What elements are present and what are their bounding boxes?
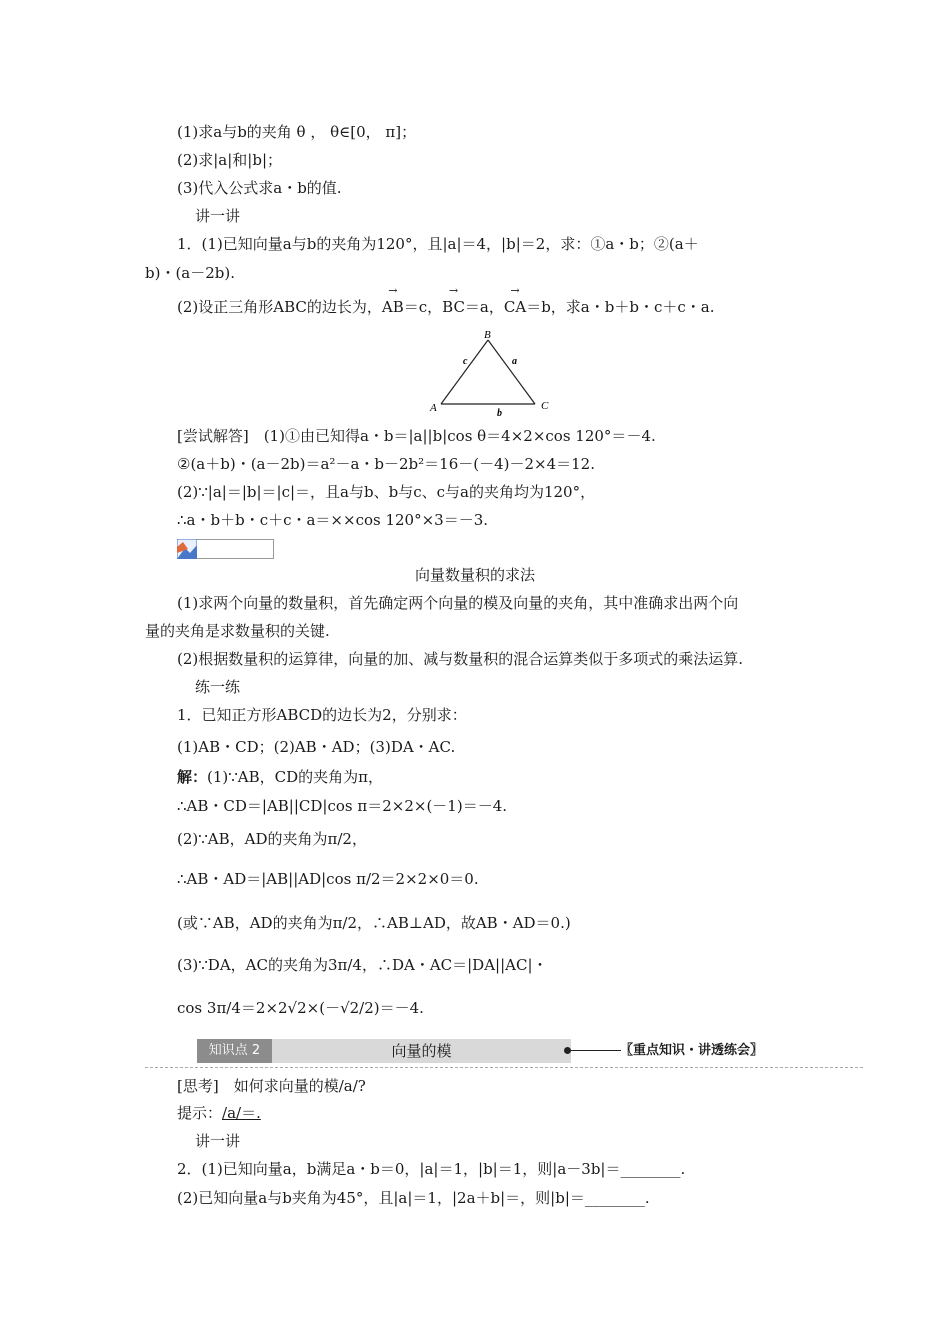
bullet-dot — [564, 1047, 571, 1054]
step-1: (1)求a与b的夹角 θ ， θ∈[0， π]； — [177, 123, 417, 141]
method-title: 向量数量积的求法 — [414, 566, 535, 584]
jie-label: 解： — [177, 768, 208, 786]
exercise-1-r4: ∴AB・AD＝|AB||AD|cos π/2＝2×2×0＝0. — [177, 870, 479, 888]
section-label-jiang: 讲一讲 — [195, 207, 241, 225]
knowledge-slogan: 〖重点知识・讲透练会〗 — [620, 1043, 764, 1058]
exercise-1-r7: cos 3π/4＝2×2√2×(－√2/2)＝－4. — [177, 999, 424, 1017]
question-1-line-2: b)・(a－2b). — [145, 264, 236, 282]
method-p2: (2)根据数量积的运算律，向量的加、减与数量积的混合运算类似于多项式的乘法运算. — [177, 650, 744, 668]
connector-line — [571, 1050, 621, 1051]
vertex-c-label: C — [541, 400, 549, 412]
triangle-figure — [425, 328, 555, 418]
step-3: (3)代入公式求a・b的值. — [177, 179, 342, 197]
image-icon — [177, 539, 197, 559]
method-p1-a: (1)求两个向量的数量积，首先确定两个向量的模及向量的夹角，其中准确求出两个向 — [177, 594, 739, 612]
exercise-1-r6: (3)∵DA，AC的夹角为3π/4，∴DA・AC＝|DA||AC|・ — [177, 956, 548, 974]
hint-line: 提示：/a/＝. — [177, 1104, 261, 1122]
knowledge-tag: 知识点 2 — [197, 1039, 272, 1063]
section-label-lian: 练一练 — [195, 678, 241, 696]
knowledge-title: 向量的模 — [391, 1042, 452, 1060]
solution-1-line-2: ②(a＋b)・(a－2b)＝a²－a・b－2b²＝16－(－4)－2×4＝12. — [177, 455, 595, 473]
knowledge-bar — [197, 1039, 571, 1063]
exercise-1-r2: ∴AB・CD＝|AB||CD|cos π＝2×2×(－1)＝－4. — [177, 797, 508, 815]
think-question: [思考] 如何求向量的模/a/? — [177, 1077, 366, 1095]
exercise-1-parts: (1)AB・CD；(2)AB・AD；(3)DA・AC. — [177, 738, 456, 756]
exercise-1-r5: (或∵AB，AD的夹角为π/2，∴AB⊥AD，故AB・AD＝0.) — [177, 914, 571, 932]
exercise-1-r1: 解：(1)∵AB，CD的夹角为π， — [177, 768, 384, 786]
question-1-line-1: 1．(1)已知向量a与b的夹角为120°，且|a|＝4，|b|＝2，求：①a・b；②(a＋ — [177, 235, 699, 253]
vertex-a-label: A — [430, 402, 437, 414]
side-c-label: c — [463, 356, 468, 367]
side-b-label: b — [497, 408, 502, 418]
exercise-1-question: 1．已知正方形ABCD的边长为2，分别求： — [177, 706, 467, 724]
question-2-line-2: (2)已知向量a与b夹角为45°，且|a|＝1，|2a＋b|＝，则|b|＝________. — [177, 1189, 650, 1207]
dashed-divider — [145, 1067, 863, 1068]
exercise-1-r3: (2)∵AB，AD的夹角为π/2， — [177, 830, 367, 848]
step-2: (2)求|a|和|b|； — [177, 151, 283, 169]
section-label-jiang-2: 讲一讲 — [195, 1132, 241, 1150]
method-p1-b: 量的夹角是求数量积的关键. — [145, 622, 330, 640]
solution-1-line-3: (2)∵|a|＝|b|＝|c|＝，且a与b、b与c、c与a的夹角均为120°， — [177, 483, 596, 501]
solution-1-line-1: [尝试解答] (1)①由已知得a・b＝|a||b|cos θ＝4×2×cos 120°＝－4. — [177, 427, 656, 445]
side-a-label: a — [512, 356, 517, 367]
vertex-b-label: B — [484, 329, 491, 341]
question-2-line-1: 2．(1)已知向量a，b满足a・b＝0，|a|＝1，|b|＝1，则|a－3b|＝________. — [177, 1160, 686, 1178]
question-1-line-3: (2)设正三角形ABC的边长为，→ AB＝c，→ BC＝a，→ CA＝b，求a・b＋b・c＋c・a. — [177, 296, 714, 318]
solution-1-line-4: ∴a・b＋b・c＋c・a＝××cos 120°×3＝－3. — [177, 511, 489, 529]
